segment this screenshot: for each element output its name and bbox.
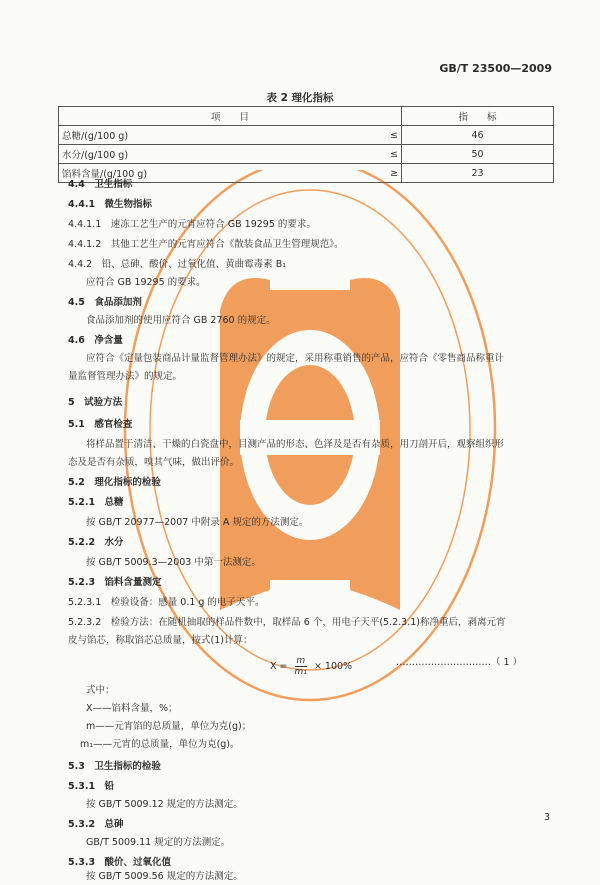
table-row [59,126,554,145]
row-item: 馅料含量/(g/100 g) [59,164,358,183]
table-title: 表 2 理化指标 [266,92,334,104]
body-line: 食品添加剂的使用应符合 GB 2760 的规定。 [86,315,276,326]
section-heading: 4.6 净含量 [68,335,123,346]
spec-table [58,106,554,183]
formula-lhs: X = [270,661,288,672]
variable-def: X——馅料含量，%； [86,703,178,714]
formula-rhs: × 100% [313,661,353,672]
section-heading: 5.2.1 总糖 [68,497,124,508]
body-line: 4.4.1.1 速冻工艺生产的元宵应符合 GB 19295 的要求。 [68,219,316,230]
section-heading: 5 试验方法 [68,397,123,408]
section-heading: 5.2.2 水分 [68,537,124,548]
formula-number: …………………………（ 1 ） [396,657,523,668]
section-heading: 5.2.3 馅料含量测定 [68,577,162,588]
body-line: 按 GB/T 5009.56 规定的方法测定。 [86,871,243,882]
table-header-row [59,107,554,126]
formula-numerator: m [296,656,306,666]
body-line: 5.2.3.2 检验方法：在随机抽取的样品件数中，取样品 6 个，用电子天平(5.2.3.1)称净重后，剥离元宵 [68,617,506,628]
body-line: 量监督管理办法》的规定。 [68,371,183,382]
variable-def: m₁——元宵的总质量，单位为克(g)。 [80,739,240,750]
row-value: 46 [402,126,554,145]
section-heading: 4.4.1 微生物指标 [68,199,153,210]
body-line: 态及是否有杂质，嗅其气味，做出评价。 [68,457,240,468]
section-heading: 5.3.2 总砷 [68,819,124,830]
body-line: 应符合 GB 19295 的要求。 [86,277,206,288]
body-line: 按 GB/T 5009.3—2003 中第一法测定。 [86,557,261,568]
variable-def: m——元宵馅的总质量，单位为克(g)； [86,721,252,732]
table-row [59,145,554,164]
body-line: GB/T 5009.11 规定的方法测定。 [86,837,231,848]
row-symbol: ≤ [357,145,402,164]
row-item: 水分/(g/100 g) [59,145,358,164]
section-heading: 5.1 感官检查 [68,419,133,430]
header-value: 指 标 [402,107,554,126]
body-line: 按 GB/T 5009.12 规定的方法测定。 [86,799,243,810]
row-value: 50 [402,145,554,164]
section-heading: 5.3 卫生指标的检验 [68,761,161,772]
standard-code: GB/T 23500—2009 [439,62,552,75]
row-item: 总糖/(g/100 g) [59,126,358,145]
row-value: 23 [402,164,554,183]
table-row [59,164,554,183]
body-line: 将样品置于清洁、干燥的白瓷盘中，目测产品的形态、色泽及是否有杂质，用刀剖开后，观察组织形 [86,439,505,450]
section-heading: 5.3.3 酸价、过氧化值 [68,857,172,868]
body-line: 4.4.2 铅、总砷、酸价、过氧化值、黄曲霉毒素 B₁ [68,259,287,270]
section-heading: 4.4 卫生指标 [68,179,133,190]
body-line: 式中： [86,685,115,696]
formula-denominator: m₁ [294,667,307,677]
formula [270,656,352,677]
body-line: 应符合《定量包装商品计量监督管理办法》的规定，采用称重销售的产品，应符合《零售商品称重计 [86,353,505,364]
section-heading: 4.5 食品添加剂 [68,297,142,308]
row-symbol: ≥ [357,164,402,183]
body-line: 5.2.3.1 检验设备：感量 0.1 g 的电子天平。 [68,597,265,608]
section-heading: 5.3.1 铅 [68,781,115,792]
body-line: 皮与馅芯，称取馅芯总质量，按式(1)计算： [68,635,253,646]
page-number: 3 [543,812,550,823]
body-line: 4.4.1.2 其他工艺生产的元宵应符合《散装食品卫生管理规范》。 [68,239,344,250]
row-symbol: ≤ [357,126,402,145]
header-item: 项 目 [59,107,402,126]
body-line: 按 GB/T 20977—2007 中附录 A 规定的方法测定。 [86,517,309,528]
section-heading: 5.2 理化指标的检验 [68,477,161,488]
